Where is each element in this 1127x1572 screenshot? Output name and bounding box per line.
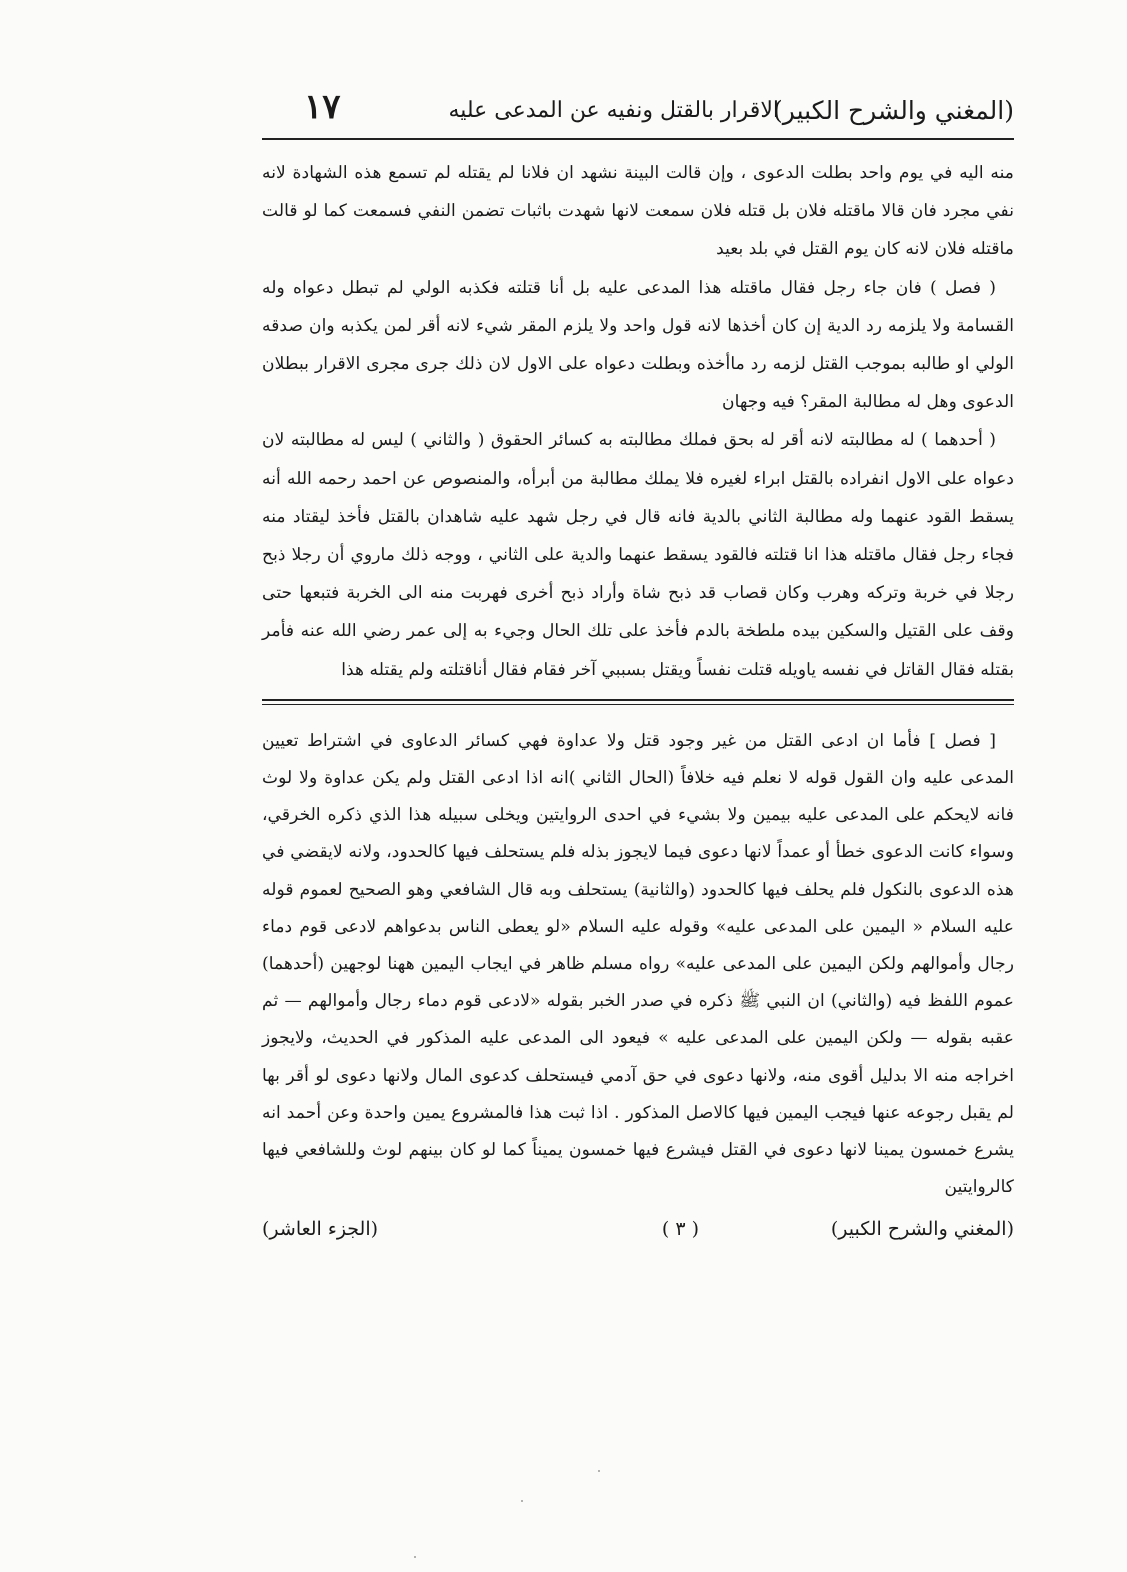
- page-footer: [262, 1212, 1014, 1246]
- footer-part-number: ( ٣ ): [661, 1218, 699, 1241]
- page-number: ١٧: [304, 87, 341, 127]
- header-rule: [262, 138, 1014, 140]
- page-header: [262, 88, 1014, 134]
- commentary-text: [262, 723, 1014, 1207]
- scan-speck: [598, 1470, 600, 1472]
- book-page: [262, 88, 1014, 1448]
- main-text: [262, 154, 1014, 689]
- header-topic: الاقرار بالقتل ونفيه عن المدعى عليه: [448, 98, 779, 123]
- scan-speck: [521, 1500, 523, 1502]
- main-paragraph: منه اليه في يوم واحد بطلت الدعوى ، وإن قالت البينة نشهد ان فلانا لم يقتله لم تسمع هذه الشهادة لانه نفي مجرد فان قالا ماقتله فلان بل قتله فلان سمعت لانها شهدت باثبات تضمن النفي فسمعت كما لو قالت ماقتله فلان لانه كان يوم القتل في بلد بعيد: [262, 163, 1014, 260]
- commentary-paragraph: [ فصل ] فأما ان ادعى القتل من غير وجود قتل ولا عداوة فهي كسائر الدعاوى في اشتراط تعيين المدعى عليه وان القول قوله لا نعلم فيه خلافاً (الحال الثاني )انه اذا ادعى القتل ولم يكن عداوة ولا لوث فانه لايحكم على المدعى عليه بيمين ولا بشيء في احدى الروايتين ويخلى سبيله هذا الذي ذكره الخرقي، وسواء كانت الدعوى خطأ أو عمداً لانها دعوى فيما لايجوز بذله فلم يستحلف فيها كالحدود، ولانه لايقضي في هذه الدعوى بالنكول فلم يحلف فيها كالحدود (والثانية) يستحلف وبه قال الشافعي وهو الصحيح لعموم قوله عليه السلام « اليمين على المدعى عليه» وقوله عليه السلام «لو يعطى الناس بدعواهم لادعى قوم دماء رجال وأموالهم ولكن اليمين على المدعى عليه» رواه مسلم ظاهر في ايجاب اليمين ههنا لوجهين (أحدهما) عموم اللفظ فيه (والثاني) ان النبي ﷺ ذكره في صدر الخبر بقوله «لادعى قوم دماء رجال وأموالهم — ثم عقبه بقوله — ولكن اليمين على المدعى عليه » فيعود الى المدعى عليه المذكور في الحديث، ولايجوز اخراجه منه الا بدليل أقوى منه، ولانها دعوى في حق آدمي فيستحلف كدعوى المال ولانها دعوى لو أقر بها لم يقبل رجوعه عنها فيجب اليمين فيها كالاصل المذكور . اذا ثبت هذا فالمشروع يمين واحدة وعن أحمد انه يشرع خمسون يمينا لانها دعوى في القتل فيشرع فيها خمسون يميناً كما لو كان بينهم لوث وللشافعي فيها كالروايتين: [262, 730, 1014, 1198]
- main-paragraph: ( أحدهما ) له مطالبته لانه أقر له بحق فملك مطالبته به كسائر الحقوق ( والثاني ) ليس له مطالبته لان دعواه على الاول انفراده بالقتل ابراء لغيره فلا يملك مطالبة من أبرأه، والمنصوص عن احمد رحمه الله أنه يسقط القود عنهما وله مطالبة الثاني بالدية فانه قال في رجل شهد عليه شاهدان بالقتل فأخذ ليقتاد منه فجاء رجل فقال ماقتله هذا انا قتلته فالقود يسقط عنهما والدية على الثاني ، ووجه ذلك ماروي أن رجلا ذبح رجلا في خربة وتركه وهرب وكان قصاب قد ذبح شاة وأراد ذبح أخرى فهربت منه الى الخربة فتبعها حتى وقف على القتيل والسكين بيده ملطخة بالدم فأخذ على تلك الحال وجيء به إلى عمر رضي الله عنه فأمر بقتله فقال القاتل في نفسه ياويله قتلت نفساً ويقتل بسببي آخر فقام فقال أناقتلته ولم يقتله هذا: [262, 430, 1014, 680]
- main-paragraph: ( فصل ) فان جاء رجل فقال ماقتله هذا المدعى عليه بل أنا قتلته فكذبه الولي لم تبطل دعواه وله القسامة ولا يلزمه رد الدية إن كان أخذها لانه قول واحد ولا يلزم المقر شيء لانه أقر لمن يكذبه وان صدقه الولي او طالبه بموجب القتل لزمه رد ماأخذه وبطلت دعواه على الاول لان ذلك جرى مجرى الاقرار ببطلان الدعوى وهل له مطالبة المقر؟ فيه وجهان: [262, 277, 1014, 413]
- footer-book-title: (المغني والشرح الكبير): [830, 1218, 1014, 1241]
- scan-speck: [414, 1556, 416, 1558]
- footer-volume: (الجزء العاشر): [262, 1218, 379, 1241]
- section-divider: [262, 699, 1014, 705]
- header-book-title: (المغني والشرح الكبير): [773, 96, 1014, 125]
